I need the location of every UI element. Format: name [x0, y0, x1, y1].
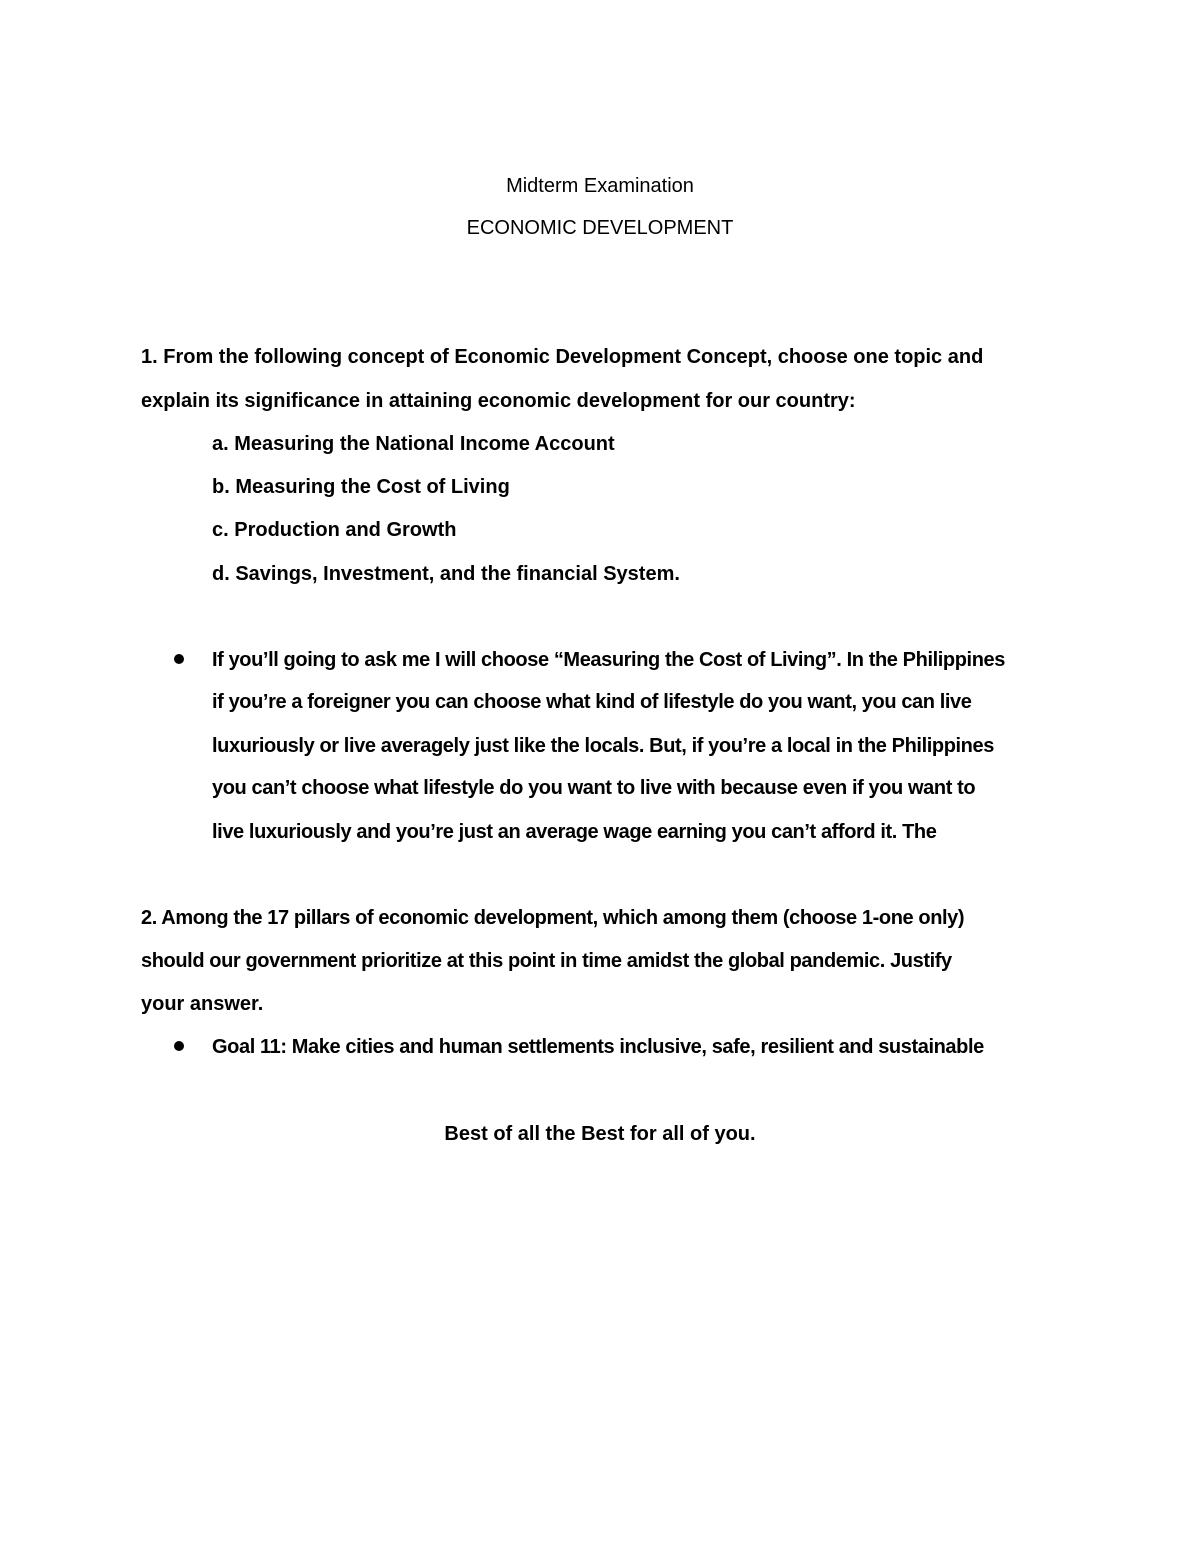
question-2-line-1: 2. Among the 17 pillars of economic development, which among them (choose 1-one only)	[141, 907, 965, 929]
answer-1-line-1: If you’ll going to ask me I will choose “Measuring the Cost of Living”. In the Philippines	[212, 649, 1005, 671]
answer-1-line-4: you can’t choose what lifestyle do you want to live with because even if you want to	[212, 777, 976, 799]
exam-subject: ECONOMIC DEVELOPMENT	[466, 217, 734, 239]
answer-1-line-5: live luxuriously and you’re just an average wage earning you can’t afford it. The	[212, 821, 937, 843]
question-1-line-1: 1. From the following concept of Economic Development Concept, choose one topic and	[141, 346, 984, 368]
closing-remark: Best of all the Best for all of you.	[444, 1123, 756, 1145]
answer-1-line-3: luxuriously or live averagely just like the locals. But, if you’re a local in the Philippines	[212, 735, 994, 757]
answer-1-line-2: if you’re a foreigner you can choose what kind of lifestyle do you want, you can live	[212, 691, 972, 713]
question-2-line-3: your answer.	[141, 993, 264, 1015]
option-b: b. Measuring the Cost of Living	[212, 476, 510, 498]
answer-2: Goal 11: Make cities and human settlements inclusive, safe, resilient and sustainable	[212, 1036, 984, 1058]
option-a: a. Measuring the National Income Account	[212, 433, 615, 455]
option-c: c. Production and Growth	[212, 519, 457, 541]
exam-title: Midterm Examination	[506, 175, 694, 197]
question-2-line-2: should our government prioritize at this point in time amidst the global pandemic. Justify	[141, 950, 952, 972]
bullet-dot-icon	[174, 654, 184, 664]
option-d: d. Savings, Investment, and the financial System.	[212, 563, 680, 585]
bullet-dot-icon	[174, 1041, 184, 1051]
question-1-line-2: explain its significance in attaining economic development for our country:	[141, 390, 856, 412]
